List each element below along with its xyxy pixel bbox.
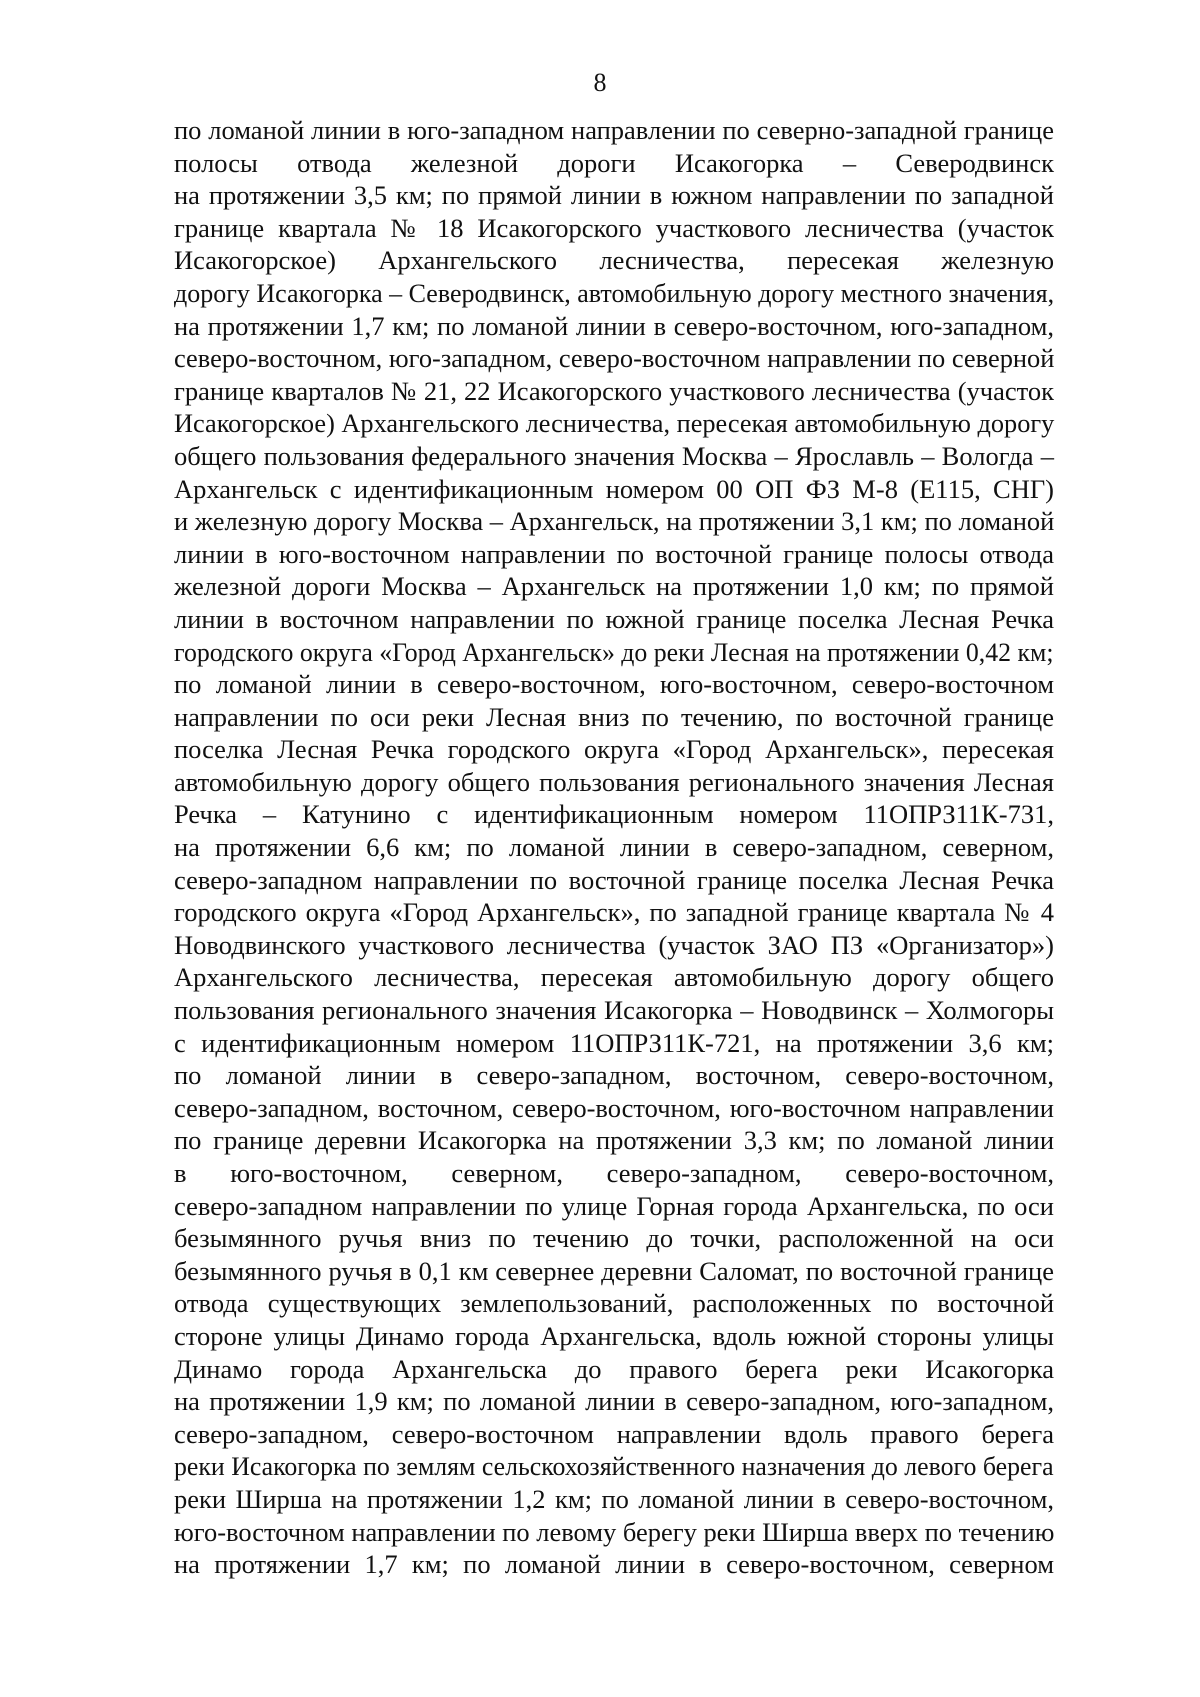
text-line: дорогу Исакогорка – Северодвинск, автомобильную дорогу местного значения, xyxy=(174,277,1055,308)
text-line: по ломаной линии в северо-восточном, юго-восточном, северо-восточном xyxy=(174,669,1054,700)
text-line: автомобильную дорогу общего пользования регионального значения Лесная xyxy=(174,766,1054,797)
text-line: Исакогорское) Архангельского лесничества, пересекая железную xyxy=(174,245,1054,276)
text-line: Новодвинского участкового лесничества (участок ЗАО ПЗ «Организатор») xyxy=(174,929,1054,960)
text-line: Архангельск с идентификационным номером 00 ОП ФЗ М-8 (Е115, СНГ) xyxy=(174,473,1054,504)
text-line: Архангельского лесничества, пересекая автомобильную дорогу общего xyxy=(174,962,1054,993)
text-line: на протяжении 1,7 км; по ломаной линии в северо-восточном, северном xyxy=(174,1549,1054,1580)
text-line: северо-западном, восточном, северо-восточном, юго-восточном направлении xyxy=(174,1092,1054,1123)
text-line: с идентификационным номером 11ОПРЗ11К-721, на протяжении 3,6 км; xyxy=(174,1027,1054,1058)
text-line: северо-западном направлении по улице Горная города Архангельска, по оси xyxy=(174,1190,1054,1221)
text-line: Динамо города Архангельска до правого берега реки Исакогорка xyxy=(174,1353,1054,1384)
text-line: северо-западном направлении по восточной границе поселка Лесная Речка xyxy=(174,864,1054,895)
text-line: на протяжении 1,7 км; по ломаной линии в северо-восточном, юго-западном, xyxy=(174,310,1054,341)
text-line: безымянного ручья вниз по течению до точки, расположенной на оси xyxy=(174,1223,1054,1254)
text-line: в юго-восточном, северном, северо-западном, северо-восточном, xyxy=(174,1158,1054,1188)
text-line: по ломаной линии в северо-западном, восточном, северо-восточном, xyxy=(174,1060,1054,1091)
text-line: полосы отвода железной дороги Исакогорка – Северодвинск xyxy=(174,147,1054,178)
text-line: и железную дорогу Москва – Архангельск, на протяжении 3,1 км; по ломаной xyxy=(174,506,1055,537)
text-line: границе кварталов № 21, 22 Исакогорского участкового лесничества (участок xyxy=(174,375,1054,406)
text-line: Речка – Катунино с идентификационным номером 11ОПРЗ11К-731, xyxy=(174,799,1054,830)
text-line: северо-восточном, юго-западном, северо-восточном направлении по северной xyxy=(174,343,1055,374)
text-line: на протяжении 3,5 км; по прямой линии в южном направлении по западной xyxy=(174,180,1054,211)
text-line: юго-восточном направлении по левому берегу реки Ширша вверх по течению xyxy=(174,1516,1055,1547)
text-line: отвода существующих землепользований, расположенных по восточной xyxy=(174,1288,1054,1319)
body-text xyxy=(174,114,1054,1581)
text-line: по границе деревни Исакогорка на протяжении 3,3 км; по ломаной линии xyxy=(174,1125,1054,1156)
text-line: реки Исакогорка по землям сельскохозяйственного назначения до левого берега xyxy=(174,1451,1054,1482)
text-line: железной дороги Москва – Архангельск на протяжении 1,0 км; по прямой xyxy=(174,571,1054,602)
text-line: на протяжении 1,9 км; по ломаной линии в северо-западном, юго-западном, xyxy=(174,1386,1054,1417)
text-line: пользования регионального значения Исакогорка – Новодвинск – Холмогоры xyxy=(174,995,1054,1026)
text-line: на протяжении 6,6 км; по ломаной линии в северо-западном, северном, xyxy=(174,832,1054,863)
text-line: реки Ширша на протяжении 1,2 км; по ломаной линии в северо-восточном, xyxy=(174,1483,1054,1514)
text-line: городского округа «Город Архангельск», по западной границе квартала № 4 xyxy=(174,897,1054,928)
text-line: линии в восточном направлении по южной границе поселка Лесная Речка xyxy=(174,603,1054,634)
text-line: северо-западном, северо-восточном направлении вдоль правого берега xyxy=(174,1418,1054,1449)
text-line: безымянного ручья в 0,1 км севернее деревни Саломат, по восточной границе xyxy=(174,1255,1054,1286)
text-line: Исакогорское) Архангельского лесничества, пересекая автомобильную дорогу xyxy=(174,408,1055,439)
text-line: стороне улицы Динамо города Архангельска, вдоль южной стороны улицы xyxy=(174,1320,1054,1351)
text-line: по ломаной линии в юго-западном направлении по северно-западной границе xyxy=(174,115,1054,145)
text-line: поселка Лесная Речка городского округа «Город Архангельск», пересекая xyxy=(174,734,1054,765)
text-line: линии в юго-восточном направлении по восточной границе полосы отвода xyxy=(174,538,1054,569)
text-line: городского округа «Город Архангельск» до реки Лесная на протяжении 0,42 км; xyxy=(174,636,1054,667)
text-line: направлении по оси реки Лесная вниз по течению, по восточной границе xyxy=(174,701,1054,732)
page-number: 8 xyxy=(593,68,607,97)
text-line: границе квартала № 18 Исакогорского участкового лесничества (участок xyxy=(174,212,1054,243)
text-line: общего пользования федерального значения Москва – Ярославль – Вологда – xyxy=(174,440,1054,471)
